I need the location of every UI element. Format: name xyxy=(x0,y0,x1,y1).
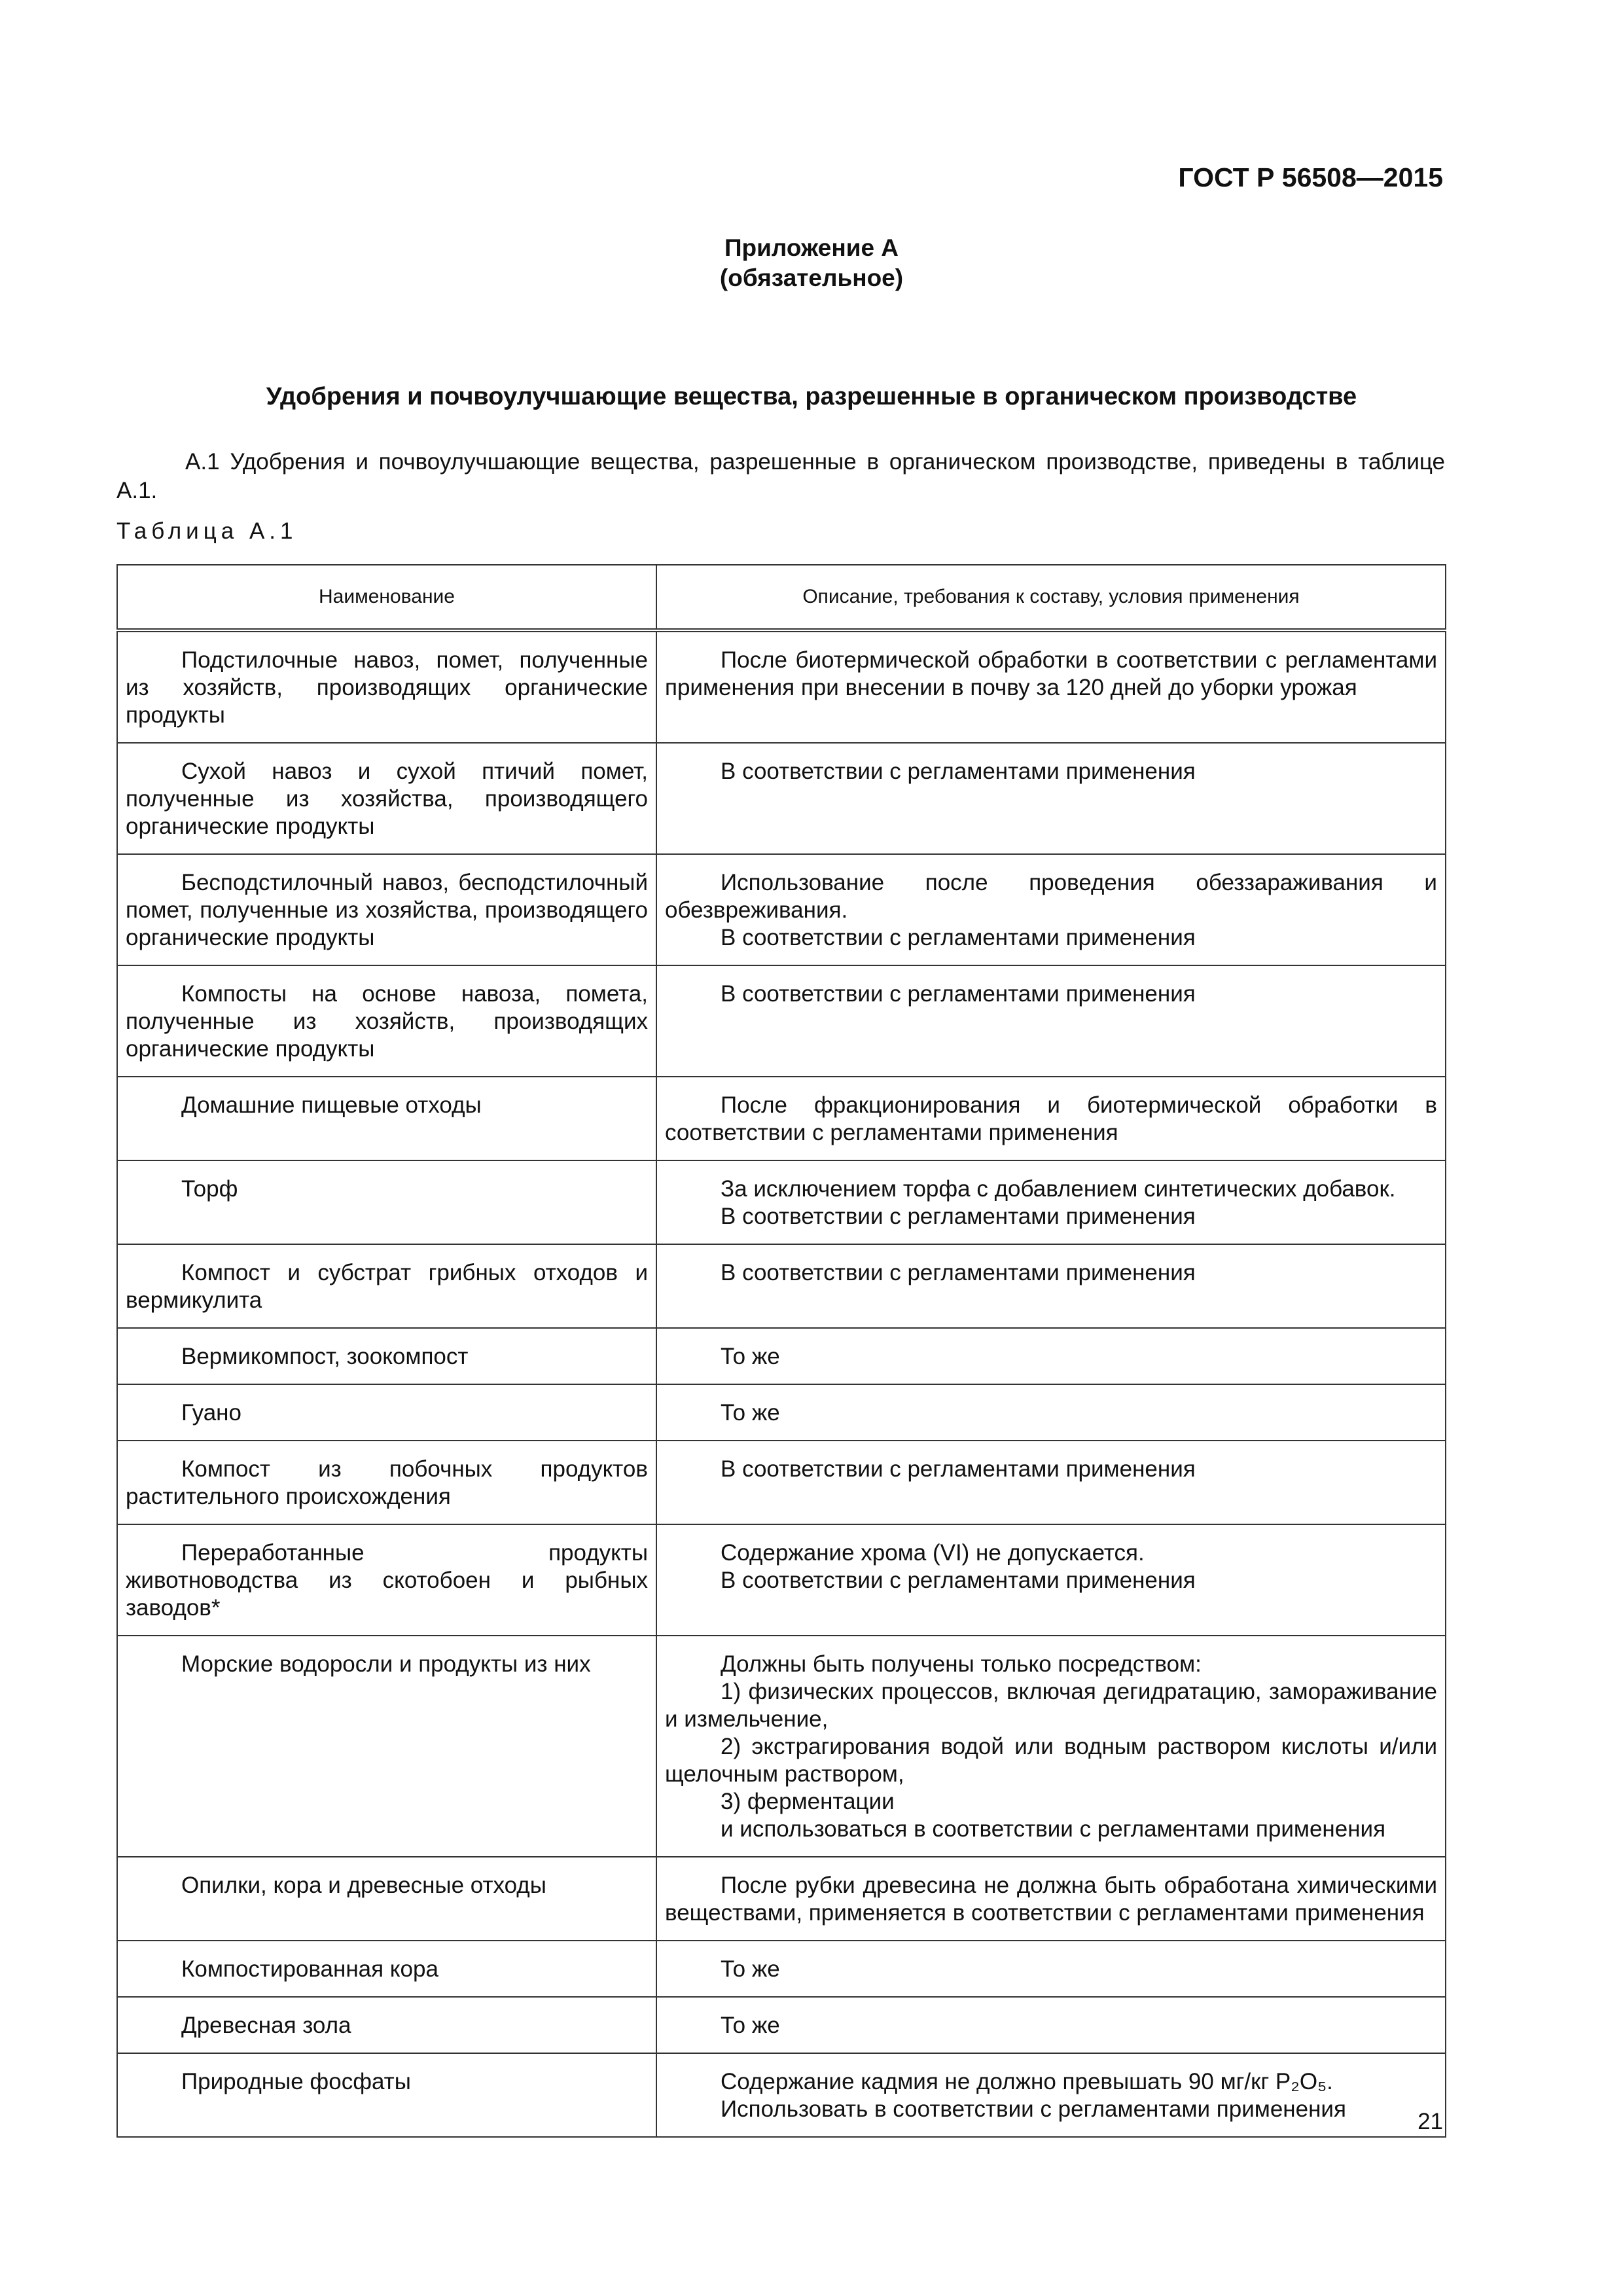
row-description-cell xyxy=(656,1941,1446,1997)
table-row xyxy=(117,1857,1446,1941)
row-name-cell xyxy=(117,743,656,854)
row-name-cell xyxy=(117,1941,656,1997)
row-description-cell xyxy=(656,1441,1446,1524)
appendix-status: (обязательное) xyxy=(719,264,904,291)
row-description-cell xyxy=(656,965,1446,1077)
page-number: 21 xyxy=(1418,2109,1443,2134)
header-description: Описание, требования к составу, условия применения xyxy=(656,565,1446,630)
table-row xyxy=(117,1441,1446,1524)
row-name-cell xyxy=(117,1384,656,1441)
row-name-cell xyxy=(117,854,656,965)
row-description-line: То же xyxy=(721,2013,780,2038)
appendix-heading xyxy=(0,233,1623,293)
table-row xyxy=(117,1636,1446,1857)
row-name: Домашние пищевые отходы xyxy=(181,1092,482,1118)
row-name: Гуано xyxy=(181,1400,241,1426)
table-row xyxy=(117,1160,1446,1244)
row-description-line: Содержание кадмия не должно превышать 90 мг/кг P₂O₅. xyxy=(721,2069,1333,2094)
row-description-line: 3) ферментации xyxy=(721,1789,895,1814)
header-name: Наименование xyxy=(117,565,656,630)
table-row xyxy=(117,743,1446,854)
row-description-line: Использовать в соответствии с регламентами применения xyxy=(721,2096,1346,2122)
row-description-line: и использоваться в соответствии с регламентами применения xyxy=(721,1816,1386,1842)
row-name: Компосты на основе навоза, помета, полученные из хозяйств, производящих органические продукты xyxy=(126,981,648,1062)
row-description-line: Содержание хрома (VI) не допускается. xyxy=(721,1540,1145,1566)
row-description-cell xyxy=(656,854,1446,965)
row-name: Бесподстилочный навоз, бесподстилочный помет, полученные из хозяйства, производящего органические продукты xyxy=(126,870,648,950)
document-id: ГОСТ Р 56508—2015 xyxy=(1178,162,1443,192)
table-row xyxy=(117,1328,1446,1384)
row-name-cell xyxy=(117,1524,656,1636)
row-name: Переработанные продукты животноводства из скотобоен и рыбных заводов* xyxy=(126,1540,648,1621)
table-row xyxy=(117,1997,1446,2053)
row-name-cell xyxy=(117,1636,656,1857)
row-name: Природные фосфаты xyxy=(181,2069,411,2094)
row-description-line: В соответствии с регламентами применения xyxy=(721,1456,1196,1482)
row-description-line: За исключением торфа с добавлением синтетических добавок. xyxy=(721,1176,1396,1202)
row-name: Компост из побочных продуктов растительного происхождения xyxy=(126,1456,648,1509)
row-description-line: 1) физических процессов, включая дегидратацию, замораживание и измельчение, xyxy=(665,1679,1437,1732)
table-row xyxy=(117,854,1446,965)
table-row xyxy=(117,1524,1446,1636)
row-description-line: То же xyxy=(721,1956,780,1982)
row-description-cell xyxy=(656,1244,1446,1328)
table-container xyxy=(116,564,1445,2138)
table-row xyxy=(117,1244,1446,1328)
row-name: Вермикомпост, зоокомпост xyxy=(181,1344,469,1369)
row-description-line: Должны быть получены только посредством: xyxy=(721,1651,1202,1677)
row-name-cell xyxy=(117,1328,656,1384)
row-description-line: 2) экстрагирования водой или водным раствором кислоты и/или щелочным раствором, xyxy=(665,1734,1437,1787)
row-description-line: То же xyxy=(721,1344,780,1369)
row-name-cell xyxy=(117,630,656,743)
row-description-cell xyxy=(656,1384,1446,1441)
row-name-cell xyxy=(117,2053,656,2137)
table-body xyxy=(117,630,1446,2137)
row-description-cell xyxy=(656,743,1446,854)
row-name-cell xyxy=(117,1857,656,1941)
row-description-cell xyxy=(656,630,1446,743)
row-description-line: В соответствии с регламентами применения xyxy=(721,981,1196,1007)
row-description-line: То же xyxy=(721,1400,780,1426)
table-header-row xyxy=(117,565,1446,630)
row-description-line: В соответствии с регламентами применения xyxy=(721,1260,1196,1285)
row-name: Древесная зола xyxy=(181,2013,351,2038)
row-name-cell xyxy=(117,965,656,1077)
table-caption: Таблица А.1 xyxy=(116,518,298,544)
row-name: Торф xyxy=(181,1176,238,1202)
row-description-cell xyxy=(656,1077,1446,1160)
row-name: Компост и субстрат грибных отходов и вермикулита xyxy=(126,1260,648,1313)
row-name-cell xyxy=(117,1077,656,1160)
section-title: Удобрения и почвоулучшающие вещества, разрешенные в органическом производстве xyxy=(266,383,1357,410)
row-description-line: После рубки древесина не должна быть обработана химическими веществами, применяется в соответствии с регламентами применения xyxy=(665,1873,1437,1926)
row-name: Морские водоросли и продукты из них xyxy=(181,1651,591,1677)
row-description-line: В соответствии с регламентами применения xyxy=(721,925,1196,950)
row-description-line: В соответствии с регламентами применения xyxy=(721,1568,1196,1593)
table-row xyxy=(117,1384,1446,1441)
table-row xyxy=(117,2053,1446,2137)
row-description-cell xyxy=(656,2053,1446,2137)
row-name: Сухой навоз и сухой птичий помет, полученные из хозяйства, производящего органические продукты xyxy=(126,759,648,839)
appendix-title: Приложение А xyxy=(724,234,899,261)
row-description-line: После фракционирования и биотермической обработки в соответствии с регламентами применения xyxy=(665,1092,1437,1145)
table-row xyxy=(117,1077,1446,1160)
table-row xyxy=(117,630,1446,743)
intro-paragraph: А.1 Удобрения и почвоулучшающие вещества, разрешенные в органическом производстве, приведены в таблице А.1. xyxy=(116,449,1445,503)
row-name-cell xyxy=(117,1160,656,1244)
row-name-cell xyxy=(117,1244,656,1328)
row-description-cell xyxy=(656,1328,1446,1384)
row-description-cell xyxy=(656,1997,1446,2053)
row-description-line: Использование после проведения обеззараживания и обезвреживания. xyxy=(665,870,1437,923)
table-row xyxy=(117,1941,1446,1997)
row-description-cell xyxy=(656,1524,1446,1636)
row-description-cell xyxy=(656,1857,1446,1941)
row-description-line: После биотермической обработки в соответствии с регламентами применения при внесении в почву за 120 дней до уборки урожая xyxy=(665,647,1437,700)
row-name: Компостированная кора xyxy=(181,1956,438,1982)
row-name: Подстилочные навоз, помет, полученные из хозяйств, производящих органические продукты xyxy=(126,647,648,728)
table-row xyxy=(117,965,1446,1077)
row-description-cell xyxy=(656,1160,1446,1244)
row-name-cell xyxy=(117,1441,656,1524)
row-description-line: В соответствии с регламентами применения xyxy=(721,759,1196,784)
fertilizer-table xyxy=(116,564,1446,2138)
row-description-line: В соответствии с регламентами применения xyxy=(721,1204,1196,1229)
row-name-cell xyxy=(117,1997,656,2053)
row-name: Опилки, кора и древесные отходы xyxy=(181,1873,546,1898)
row-description-cell xyxy=(656,1636,1446,1857)
